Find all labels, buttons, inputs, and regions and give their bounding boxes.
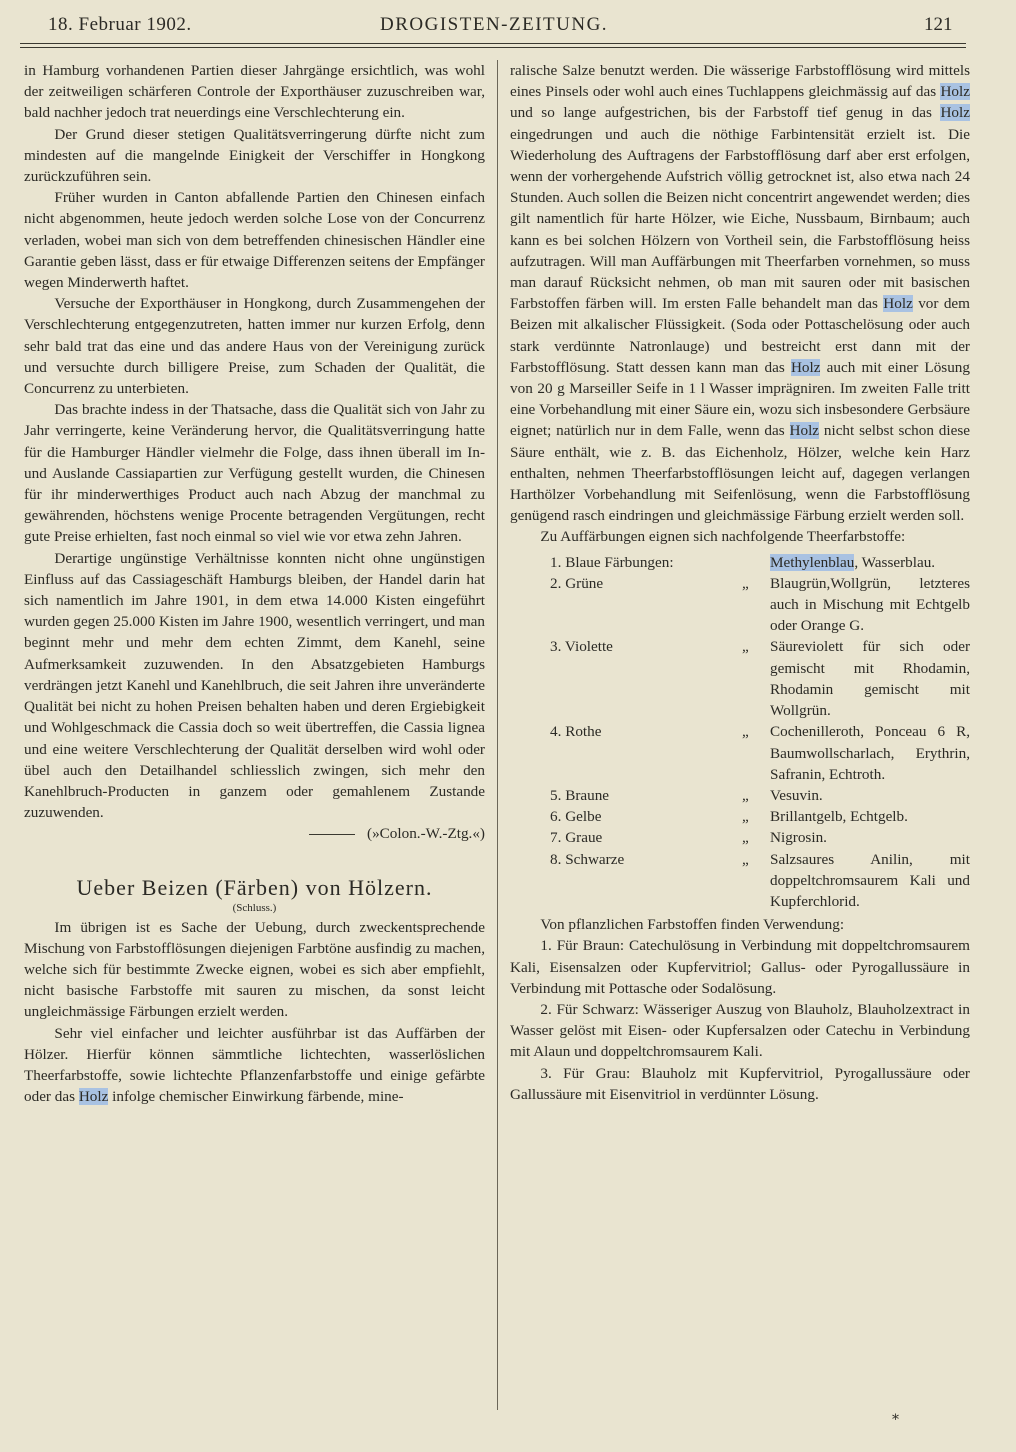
- dye-category-name: 4. Rothe: [550, 723, 602, 741]
- dye-list-item: [510, 721, 970, 785]
- dye-list-item: [510, 552, 970, 573]
- paragraph: Im übrigen ist es Sache der Uebung, durch zweckentsprechende Mischung von Farbstofflösungen diejenigen Farbtöne ausfindig zu machen, welche sich für bestimmte Zwecke eignen, wobei es sich aber empfiehlt, nicht basische Farbstoffe mit sauren zu mischen, da sonst leicht ungleichmässige Färbungen erzielt werden.: [24, 918, 485, 1021]
- dye-category: [510, 721, 770, 785]
- journal-title: DROGISTEN-ZEITUNG.: [380, 14, 609, 35]
- dye-category: [510, 636, 770, 721]
- paragraph: Derartige ungünstige Verhältnisse konnten nicht ohne ungünstigen Einfluss auf das Cassiageschäft Hamburgs bleiben, der Handel darin hat sich namentlich im Jahre 1901, in dem etwa 14.000 Kisten eingeführt wurden gegen 25.000 Kisten im Jahre 1900, wesentlich verringert, und man beginnt mehr und mehr dem echten Zimmt, dem Kanehl, seine Aufmerksamkeit zuzuwenden. In den Absatzgebieten Hamburgs verdrängen jetzt Kanehl und Kanehlbruch, die seit Jahren ihre unveränderte Qualität bei nicht zu hohen Preisen behalten haben und deren Ergiebigkeit und Wohlgeschmack die Cassia doch so weit übertreffen, die Cassia lignea und eine weitere Verschlechterung der Qualität derselben wird wohl oder übel auch den Detailhandel schliesslich zwingen, sich mehr den Kanehlbruch-Producten in ganzem oder gemahlenem Zustande zuzuwenden.: [24, 549, 485, 822]
- dye-category: [510, 827, 770, 848]
- dye-list-item: [510, 849, 970, 913]
- page-header: [20, 12, 966, 40]
- dye-category-name: 3. Violette: [550, 638, 613, 656]
- dye-category-name: 7. Graue: [550, 829, 603, 847]
- search-highlight: Methylenblau: [770, 553, 855, 571]
- dye-list-item: [510, 806, 970, 827]
- header-rule: [20, 43, 966, 44]
- ditto-mark: „: [742, 723, 749, 741]
- dye-names: [770, 849, 970, 913]
- paragraph: Früher wurden in Canton abfallende Partien den Chinesen einfach nicht abgenommen, heute jedoch werden solche Lose von der Concurrenz verladen, wobei man sich von dem betreffenden chinesischen Händler eine Garantie geben lässt, dass er für etwaige Differenzen seitens der Empfänger wegen Minderwerth haftet.: [24, 189, 485, 292]
- ditto-mark: [742, 552, 770, 573]
- ditto-mark: „: [742, 786, 749, 804]
- text-run: Nigrosin.: [770, 829, 827, 847]
- text-run: , Wasserblau.: [854, 553, 936, 571]
- ditto-mark: „: [742, 829, 749, 847]
- ditto-mark: „: [742, 850, 749, 868]
- page-number: 121: [924, 14, 953, 35]
- source-citation: (»Colon.-W.-Ztg.«): [367, 825, 485, 843]
- paragraph: Zu Auffärbungen eignen sich nachfolgende Theerfarbstoffe:: [540, 528, 906, 546]
- article-title: Ueber Beizen (Färben) von Hölzern.: [76, 874, 433, 900]
- right-column: [510, 60, 970, 1105]
- ditto-mark: „: [742, 808, 749, 826]
- ditto-mark: „: [742, 574, 749, 592]
- text-run: Cochenilleroth, Ponceau 6 R, Baumwollscharlach, Erythrin, Safranin, Echtroth.: [770, 723, 970, 783]
- dye-category: [510, 849, 770, 913]
- dye-names: [770, 552, 970, 573]
- left-column: [24, 60, 485, 1107]
- text-run: Blaugrün,Wollgrün, letzteres auch in Mischung mit Echtgelb oder Orange G.: [770, 574, 970, 635]
- paragraph: Versuche der Exporthäuser in Hongkong, durch Zusammengehen der Verschlechterung entgegenzutreten, hatten immer nur kurzen Erfolg, denn sehr bald trat das eine und das andere Haus von der Vereinigung zurück und versuchte durch billigere Preise, zum Schaden der Qualität, die Concurrenz zu unterbieten.: [24, 295, 485, 398]
- text-run: Sehr viel einfacher und leichter ausführbar ist das Auffärben der Hölzer. Hierfür können sämmtliche lichtechten, wasserlöslichen Theerfarbstoffe, sowie lichtechte Pflanzenfarbstoffe und einige gefärbte oder das: [24, 1024, 485, 1106]
- footer-mark: *: [892, 1412, 899, 1428]
- dye-names: [770, 721, 970, 785]
- dye-list-item: [510, 827, 970, 848]
- search-highlight: Holz: [940, 104, 970, 122]
- dye-list-item: [510, 785, 970, 806]
- dye-list: [510, 552, 970, 912]
- text-run: eingedrungen und auch die nöthige Farbintensität erzielt ist. Die Wiederholung des Auftragens der Farbstofflösung darf aber erst erfolgen, wenn der vorhergehende Aufstrich völlig getrocknet ist, also etwa nach 24 Stunden. Auch sollen die Beizen nicht concentrirt angewendet werden; dies gilt namentlich für harte Hölzer, wie Eiche, Nussbaum, Birnbaum; auch kann es bei solchen Hölzern von Vortheil sein, die Farbstofflösung heiss aufzutragen. Will man Auffärbungen mit Theerfarben vornehmen, so muss man darauf Rücksicht nehmen, ob man mit sauren oder mit basischen Farbstoffen färben will. Im ersten Falle behandelt man das: [510, 125, 970, 313]
- paragraph: in Hamburg vorhandenen Partien dieser Jahrgänge ersichtlich, was wohl der zeitweiligen schärferen Controle der Exporthäuser zuzuschreiben war, bald nachher jedoch trat neuerdings eine Verschlechterung ein.: [24, 62, 485, 122]
- dye-category: [510, 806, 770, 827]
- column-divider: [497, 60, 498, 1410]
- dye-category-name: 5. Braune: [550, 786, 610, 804]
- paragraph: 2. Für Schwarz: Wässeriger Auszug von Blauholz, Blauholzextract in Wasser gelöst mit Eisen- oder Kupfersalzen oder Catechu in Verbindung mit Alaun und doppeltchromsaurem Kali.: [510, 1000, 970, 1061]
- search-highlight: Holz: [78, 1088, 109, 1106]
- text-run: infolge chemischer Einwirkung färbende, mine-: [112, 1088, 404, 1106]
- paragraph: Von pflanzlichen Farbstoffen finden Verwendung:: [540, 916, 845, 934]
- dye-list-item: [510, 636, 970, 721]
- text-run: nicht selbst schon diese Säure enthält, wie z. B. das Eichenholz, Hölzer, welche kein Harz enthalten, nehmen Theerfarbstofflösungen leicht auf, dagegen verlangen Harthölzer Vorbehandlung mit Seifenlösung, wenn die Farbstofflösung genügend rasch eindringen und gleichmässige Färbung erzielt werden soll.: [510, 422, 970, 525]
- search-highlight: Holz: [940, 83, 970, 101]
- search-highlight: Holz: [789, 422, 820, 440]
- text-run: Vesuvin.: [770, 786, 823, 804]
- dye-list-item: [510, 573, 970, 637]
- ditto-mark: „: [742, 638, 749, 656]
- header-rule-double: [20, 47, 966, 48]
- text-run: vor dem Beizen mit alkalischer Flüssigkeit. (Soda oder Pottaschelösung oder auch stark verdünnte Natronlauge) und bestreicht erst dann mit der Farbstofflösung. Statt dessen kann man das: [510, 295, 970, 376]
- dye-names: [770, 573, 970, 637]
- text-run: Säureviolett für sich oder gemischt mit Rhodamin, Rhodamin gemischt mit Wollgrün.: [770, 638, 970, 720]
- text-run: auch mit einer Lösung von 20 g Marseiller Seife in 1 l Wasser imprägniren. Im zweiten Falle tritt eine Vorbehandlung mit einer Säure ein, wozu sich insbesondere Gerbsäure eignet; natürlich nur in dem Falle, wenn das: [510, 358, 970, 440]
- dye-names: [770, 636, 970, 721]
- paragraph: [24, 1023, 485, 1108]
- dye-category: [510, 785, 770, 806]
- paragraph: Das brachte indess in der Thatsache, dass die Qualität sich von Jahr zu Jahr verringerte, keine Veränderung hervor, die Qualitätsverringung hatte für die Hamburger Händler vielmehr die Folge, dass ihnen überall im In- und Auslande Cassiapartien zur Verfügung gestellt wurden, die Chinesen für ihr minderwerthiges Product auch nach Abzug der manchmal zu gewährenden, höchstens wenige Procente betragenden Vergütungen, recht gute Preise erhielten, fast noch einmal so viel wie vor etwa zehn Jahren.: [24, 401, 485, 546]
- dye-names: [770, 827, 970, 848]
- dye-category-name: 6. Gelbe: [550, 808, 602, 826]
- text-run: ralische Salze benutzt werden. Die wässerige Farbstofflösung wird mittels eines Pinsels oder wohl auch eines Tuchlappens gleichmässig auf das: [510, 62, 970, 101]
- dye-category: [510, 552, 770, 573]
- article-subtitle: (Schluss.): [232, 901, 277, 914]
- paragraph: Der Grund dieser stetigen Qualitätsverringerung dürfte nicht zum mindesten auf die mangelnde Einigkeit der Verschiffer in Hongkong zurückzuführen sein.: [24, 125, 485, 186]
- dye-names: [770, 806, 970, 827]
- source-line: [24, 823, 485, 844]
- dye-category-name: 1. Blaue Färbungen:: [550, 553, 674, 571]
- dye-category-name: 2. Grüne: [550, 574, 604, 592]
- search-highlight: Holz: [883, 295, 913, 313]
- text-run: und so lange aufgestrichen, bis der Farbstoff tief genug in das: [510, 104, 941, 122]
- dye-category-name: 8. Schwarze: [550, 850, 625, 868]
- issue-date: 18. Februar 1902.: [48, 14, 192, 35]
- paragraph: 3. Für Grau: Blauholz mit Kupfervitriol, Pyrogallussäure oder Gallussäure mit Eisenvitriol in verdünnter Lösung.: [510, 1064, 970, 1103]
- text-run: Salzsaures Anilin, mit doppeltchromsaurem Kali und Kupferchlorid.: [770, 850, 970, 910]
- text-run: Brillantgelb, Echtgelb.: [770, 808, 908, 826]
- dye-names: [770, 785, 970, 806]
- separator-rule: [309, 834, 355, 835]
- paragraph: 1. Für Braun: Catechulösung in Verbindung mit doppeltchromsaurem Kali, Eisensalzen oder Kupfervitriol; Gallus- oder Pyrogallussäure in Verbindung mit Pottasche oder Sodalösung.: [510, 937, 970, 997]
- dye-category: [510, 573, 770, 637]
- paragraph: [510, 60, 970, 526]
- search-highlight: Holz: [790, 358, 821, 376]
